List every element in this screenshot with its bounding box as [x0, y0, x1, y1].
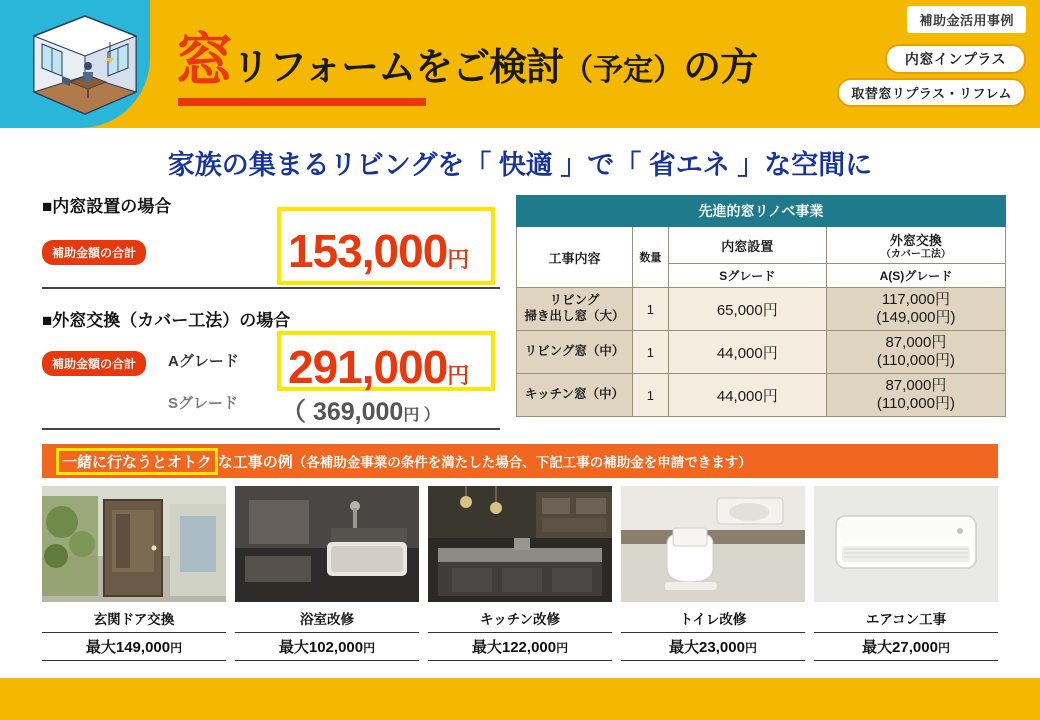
list-item-toilet [621, 486, 805, 661]
card-price-unit-2: 円 [556, 641, 569, 655]
grade-label-s: Sグレード [168, 395, 239, 412]
table-row-qty-0: 1 [632, 288, 668, 331]
table-col-outer-main: 外窓交換 [889, 233, 942, 248]
card-caption-4: エアコン工事 [865, 612, 947, 627]
list-item-entrance-door [42, 486, 226, 661]
header-banner [0, 0, 1040, 128]
amount-inner-window [288, 224, 469, 278]
title-rest: リフォームをご検討 [232, 47, 564, 89]
subsidy-table [516, 195, 1006, 417]
table-row-outer-1 [826, 331, 1005, 374]
table-col-outer [826, 227, 1005, 264]
entrance-door-image [42, 486, 226, 602]
banner-note-text: （各補助金事業の条件を満たした場合、下記工事の補助金を申請できます） [292, 455, 752, 470]
card-price-unit-0: 円 [170, 641, 183, 655]
list-item-air-conditioner [814, 486, 998, 661]
status-badge-total-subsidy-2: 補助金額の合計 [42, 351, 146, 376]
list-item-bathroom [235, 486, 419, 661]
card-price-value-2: 最大122,000 [471, 639, 557, 656]
table-row-name-1: リビング窓（中） [517, 331, 633, 374]
card-price-2 [428, 632, 612, 661]
table-col-outer-note: （カバー工法） [880, 249, 951, 260]
table-row-outer-1-sub: (110,000円) [876, 352, 955, 369]
table-row-name-0-line2: 掃き出し窓（大） [524, 309, 625, 323]
table-row-outer-2-main: 87,000円 [885, 377, 947, 394]
card-price-0 [42, 632, 226, 661]
toilet-image [621, 486, 805, 602]
card-caption-0: 玄関ドア交換 [93, 612, 175, 627]
table-row-inner-1: 44,000円 [668, 331, 826, 374]
card-price-unit-1: 円 [363, 641, 376, 655]
table-row-name-2: キッチン窓（中） [517, 374, 633, 417]
title-tail: の方 [683, 47, 758, 89]
badge-inner-window: 内窓インプラス [885, 44, 1026, 74]
amount-outer-window-unit: 円 [447, 363, 470, 388]
table-row-name-0 [517, 288, 633, 331]
card-caption-2: キッチン改修 [479, 612, 561, 627]
table-row-inner-2: 44,000円 [668, 374, 826, 417]
table-row-outer-2-sub: (110,000円) [876, 395, 955, 412]
kitchen-image [428, 486, 612, 602]
divider-2 [42, 428, 500, 430]
amount-outer-window-value: 291,000 [288, 341, 448, 393]
table-title: 先進的窓リノベ事業 [517, 196, 1006, 227]
status-badge-case-study: 補助金活用事例 [907, 6, 1026, 33]
table-row [517, 331, 1006, 374]
card-price-4 [814, 632, 998, 661]
title-underline [178, 98, 426, 106]
table-subcol-outer-grade: A(S)グレード [826, 264, 1005, 288]
footer-spacer [0, 662, 1040, 678]
card-price-unit-4: 円 [937, 641, 950, 655]
headline-text: 家族の集まるリビングを「 快適 」で「 省エネ 」な空間に [167, 150, 873, 180]
card-price-1 [235, 632, 419, 661]
table-row-outer-2 [826, 374, 1005, 417]
table-row-inner-0: 65,000円 [668, 288, 826, 331]
air-conditioner-image [814, 486, 998, 602]
banner-related-works [42, 444, 998, 478]
table-col-inner: 内窓設置 [668, 227, 826, 264]
table-col-qty: 数量 [632, 227, 668, 288]
section-label-inner-window: ■内窓設置の場合 [42, 197, 172, 216]
card-price-value-1: 最大102,000 [278, 639, 364, 656]
footer-bar [0, 678, 1040, 720]
example-works-list [42, 486, 998, 661]
card-price-value-0: 最大149,000 [85, 639, 171, 656]
badge-replacement-window: 取替窓リプラス・リフレム [837, 78, 1026, 107]
card-price-value-4: 最大27,000 [862, 639, 938, 656]
amount-inner-window-unit: 円 [447, 247, 470, 272]
table-subcol-inner-grade: Sグレード [668, 264, 826, 288]
table-row [517, 288, 1006, 331]
table-col-work: 工事内容 [517, 227, 633, 288]
banner-highlight-text: 一緒に行なうとオトク [56, 448, 218, 475]
grade-label-a: Aグレード [168, 353, 239, 370]
table-row [517, 374, 1006, 417]
card-caption-3: トイレ改修 [679, 612, 747, 627]
list-item-kitchen [428, 486, 612, 661]
page-title [175, 28, 758, 93]
table-row-outer-1-main: 87,000円 [885, 334, 947, 351]
table-row-qty-1: 1 [632, 331, 668, 374]
amount-inner-window-value: 153,000 [288, 225, 448, 277]
amount-outer-window [288, 340, 469, 394]
card-price-value-3: 最大23,000 [669, 639, 745, 656]
table-row-name-0-line1: リビング [549, 293, 600, 308]
bathroom-image [235, 486, 419, 602]
title-kanji: 窓 [175, 28, 233, 93]
banner-rest-text: な工事の例 [217, 453, 293, 471]
table-row-outer-0 [826, 288, 1005, 331]
amount-s-grade-value: （ 369,000 [281, 398, 404, 426]
title-paren: （予定） [563, 54, 684, 87]
subsidy-table-wrapper [516, 195, 1006, 417]
table-row-outer-0-main: 117,000円 [881, 291, 950, 308]
card-price-unit-3: 円 [744, 641, 757, 655]
table-row-qty-2: 1 [632, 374, 668, 417]
table-row-outer-0-sub: (149,000円) [876, 309, 956, 326]
card-caption-1: 浴室改修 [300, 612, 354, 627]
status-badge-total-subsidy-1: 補助金額の合計 [42, 240, 146, 265]
section-label-outer-window: ■外窓交換（カバー工法）の場合 [42, 311, 291, 330]
amount-s-grade-unit: 円 ） [403, 407, 440, 424]
room-illustration-icon [26, 14, 144, 118]
divider-1 [42, 287, 500, 289]
amount-outer-window-s-grade [281, 392, 440, 428]
card-price-3 [621, 632, 805, 661]
